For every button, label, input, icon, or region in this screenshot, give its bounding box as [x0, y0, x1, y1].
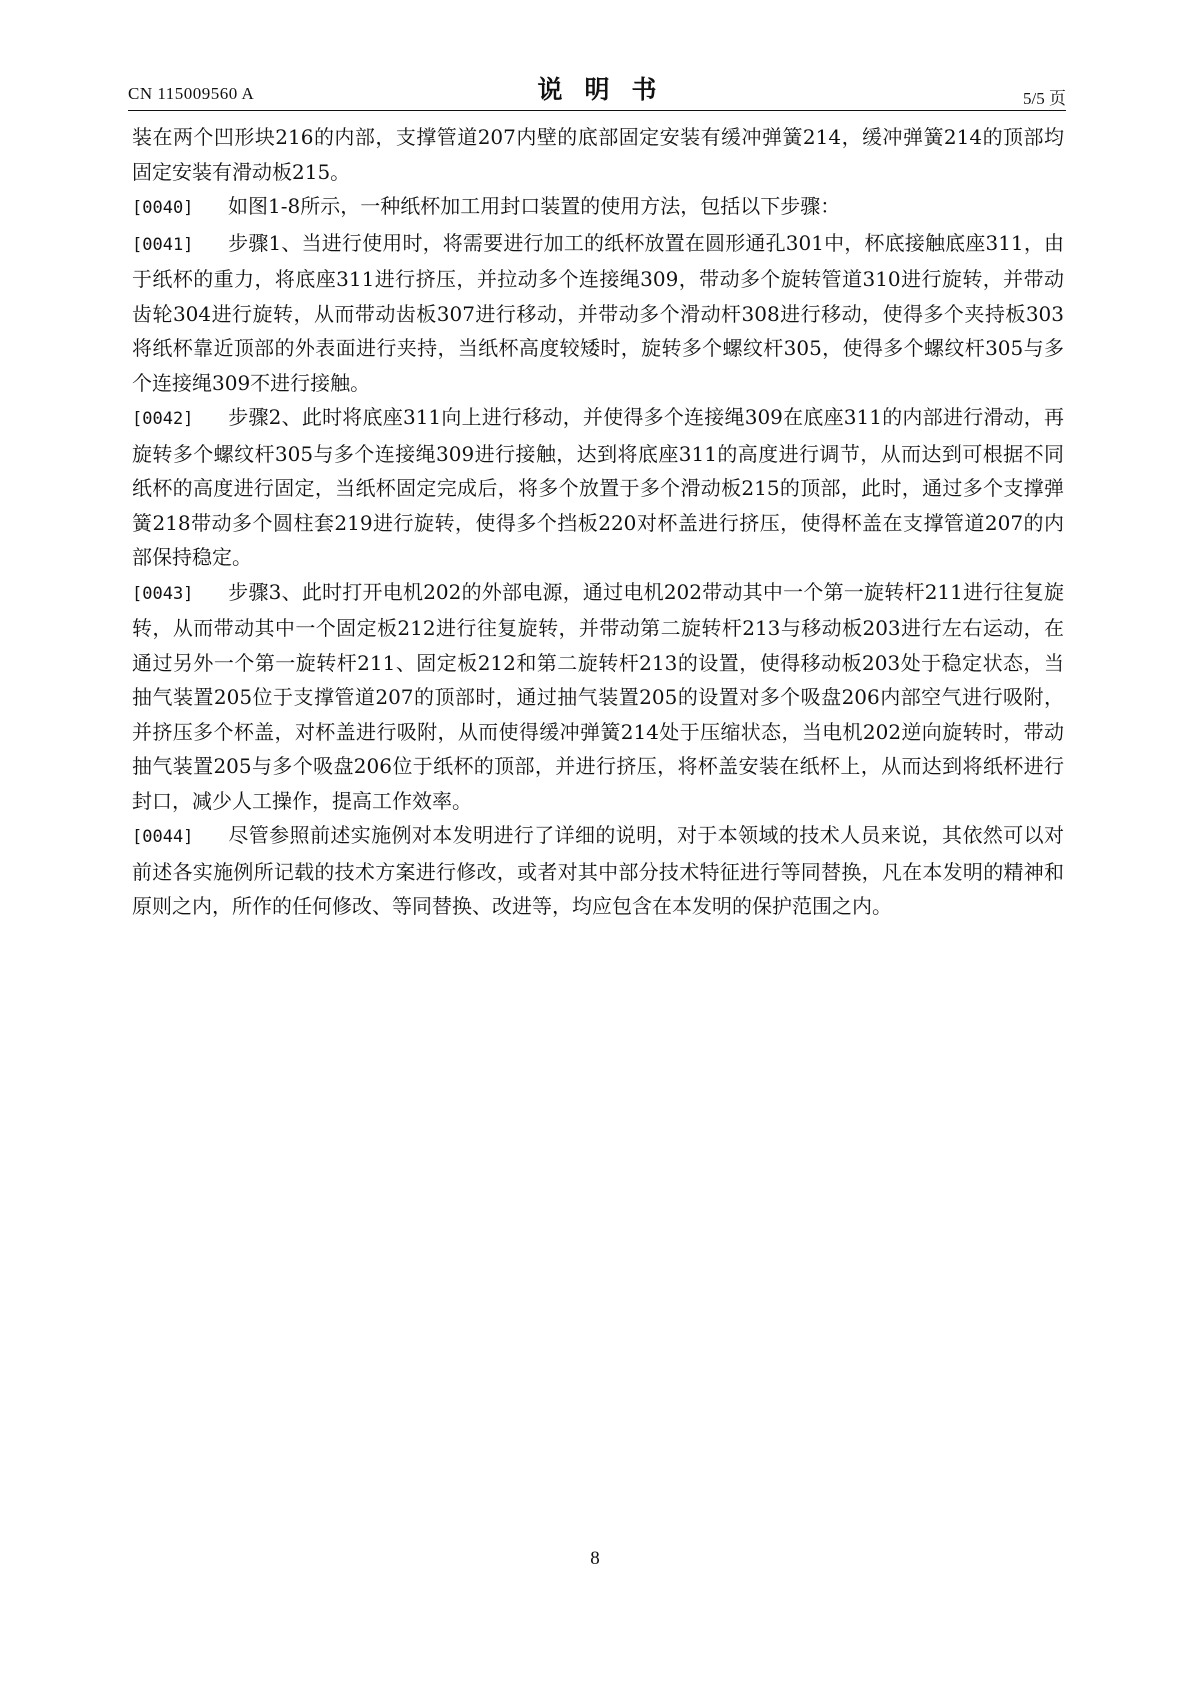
- paragraph-number: [0041]: [132, 234, 194, 255]
- document-title: 说明书: [537, 75, 679, 104]
- page-header: [128, 70, 1066, 110]
- paragraph-0044: [132, 818, 1064, 924]
- paragraph-text: 尽管参照前述实施例对本发明进行了详细的说明，对于本领域的技术人员来说，其依然可以对前述各实施例所记载的技术方案进行修改，或者对其中部分技术特征进行等同替换，凡在本发明的精神和原则之内，所作的任何修改、等同替换、改进等，均应包含在本发明的保护范围之内。: [132, 823, 1064, 918]
- paragraph-0041: [132, 226, 1064, 401]
- page-indicator: 5/5 页: [1023, 89, 1066, 108]
- paragraph-number: [0044]: [132, 827, 194, 847]
- paragraph-0043: [132, 575, 1064, 819]
- paragraph-number: [0043]: [132, 583, 194, 604]
- paragraph-text: 如图1-8所示，一种纸杯加工用封口装置的使用方法，包括以下步骤：: [228, 194, 841, 218]
- paragraph-text: 装在两个凹形块216的内部，支撑管道207内壁的底部固定安装有缓冲弹簧214，缓冲弹簧214的顶部均固定安装有滑动板215。: [132, 125, 1064, 184]
- paragraph-0040: [132, 189, 1064, 226]
- document-body: [132, 120, 1064, 924]
- paragraph-text: 步骤1、当进行使用时，将需要进行加工的纸杯放置在圆形通孔301中，杯底接触底座311，由于纸杯的重力，将底座311进行挤压，并拉动多个连接绳309，带动多个旋转管道310进行旋转，并带动齿轮304进行旋转，从而带动齿板307进行移动，并带动多个滑动杆308进行移动，使得多个夹持板303将纸杯靠近顶部的外表面进行夹持，当纸杯高度较矮时，旋转多个螺纹杆305，使得多个螺纹杆305与多个连接绳309不进行接触。: [132, 230, 1064, 395]
- paragraph-0042: [132, 400, 1064, 575]
- paragraph-continuation: [132, 120, 1064, 189]
- page-number: 8: [590, 1548, 600, 1569]
- paragraph-number: [0040]: [132, 198, 194, 218]
- paragraph-number: [0042]: [132, 409, 194, 429]
- header-divider: [128, 110, 1066, 111]
- publication-number: CN 115009560 A: [128, 84, 255, 103]
- paragraph-text: 步骤3、此时打开电机202的外部电源，通过电机202带动其中一个第一旋转杆211进行往复旋转，从而带动其中一个固定板212进行往复旋转，并带动第二旋转杆213与移动板203进行左右运动，在通过另外一个第一旋转杆211、固定板212和第二旋转杆213的设置，使得移动板203处于稳定状态，当抽气装置205位于支撑管道207的顶部时，通过抽气装置205的设置对多个吸盘206内部空气进行吸附，并挤压多个杯盖，对杯盖进行吸附，从而使得缓冲弹簧214处于压缩状态，当电机202逆向旋转时，带动抽气装置205与多个吸盘206位于纸杯的顶部，并进行挤压，将杯盖安装在纸杯上，从而达到将纸杯进行封口，减少人工操作，提高工作效率。: [132, 579, 1064, 813]
- paragraph-text: 步骤2、此时将底座311向上进行移动，并使得多个连接绳309在底座311的内部进行滑动，再旋转多个螺纹杆305与多个连接绳309进行接触，达到将底座311的高度进行调节，从而达到可根据不同纸杯的高度进行固定，当纸杯固定完成后，将多个放置于多个滑动板215的顶部，此时，通过多个支撑弹簧218带动多个圆柱套219进行旋转，使得多个挡板220对杯盖进行挤压，使得杯盖在支撑管道207的内部保持稳定。: [132, 405, 1064, 569]
